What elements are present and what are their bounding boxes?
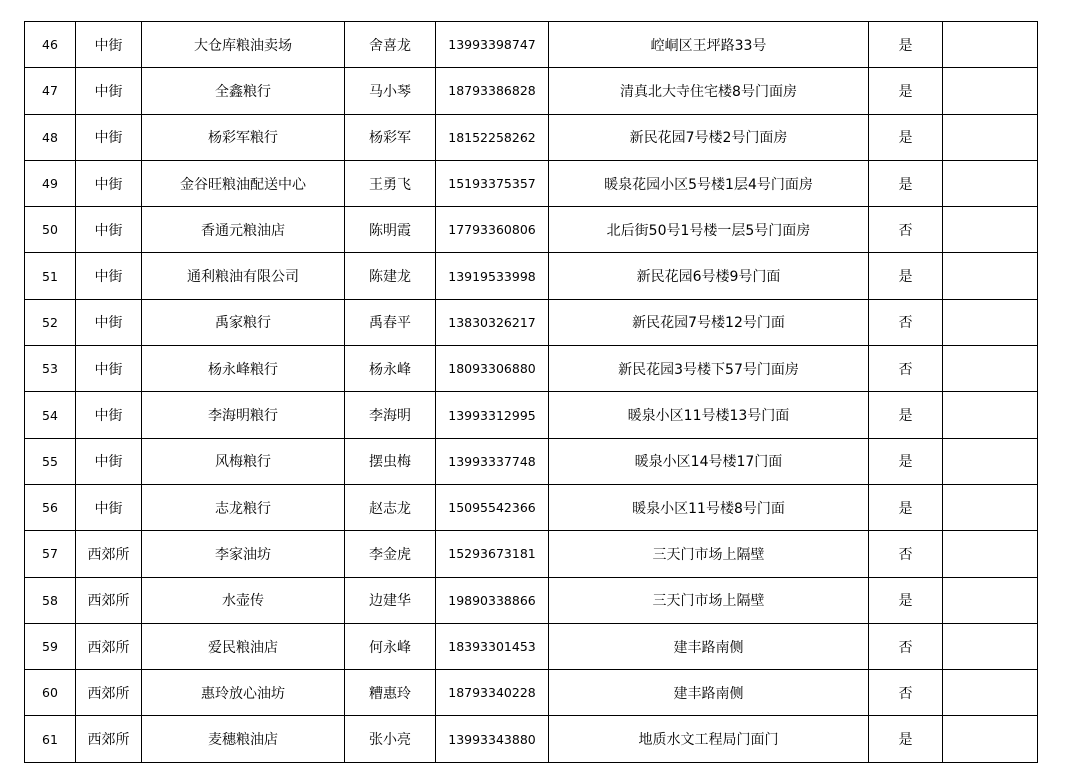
table-row	[25, 623, 1038, 669]
table-row	[25, 670, 1038, 716]
street-office-cell: 西郊所	[76, 716, 142, 762]
phone-number-cell: 19890338866	[436, 577, 549, 623]
phone-number-cell: 18093306880	[436, 346, 549, 392]
address-cell: 暖泉小区11号楼13号门面	[549, 392, 869, 438]
contact-person-cell: 赵志龙	[345, 484, 436, 530]
contact-person-cell: 张小亮	[345, 716, 436, 762]
shop-registry-table	[24, 21, 1038, 763]
yes-no-cell: 是	[869, 114, 943, 160]
address-cell: 新民花园7号楼12号门面	[549, 299, 869, 345]
address-cell: 新民花园7号楼2号门面房	[549, 114, 869, 160]
shop-name-cell: 杨彩军粮行	[142, 114, 345, 160]
contact-person-cell: 马小琴	[345, 68, 436, 114]
table-row	[25, 531, 1038, 577]
phone-number-cell: 13993343880	[436, 716, 549, 762]
yes-no-cell: 否	[869, 207, 943, 253]
remark-cell	[943, 253, 1038, 299]
street-office-cell: 西郊所	[76, 577, 142, 623]
address-cell: 新民花园6号楼9号门面	[549, 253, 869, 299]
yes-no-cell: 是	[869, 577, 943, 623]
remark-cell	[943, 438, 1038, 484]
row-number-cell: 60	[25, 670, 76, 716]
remark-cell	[943, 346, 1038, 392]
table-body	[25, 22, 1038, 763]
table-row	[25, 438, 1038, 484]
street-office-cell: 中街	[76, 346, 142, 392]
remark-cell	[943, 299, 1038, 345]
row-number-cell: 49	[25, 160, 76, 206]
remark-cell	[943, 670, 1038, 716]
table-row	[25, 392, 1038, 438]
phone-number-cell: 13993312995	[436, 392, 549, 438]
table-row	[25, 484, 1038, 530]
address-cell: 崆峒区王坪路33号	[549, 22, 869, 68]
shop-name-cell: 香通元粮油店	[142, 207, 345, 253]
table-row	[25, 299, 1038, 345]
table-row	[25, 160, 1038, 206]
yes-no-cell: 否	[869, 346, 943, 392]
table-row	[25, 253, 1038, 299]
remark-cell	[943, 22, 1038, 68]
shop-name-cell: 金谷旺粮油配送中心	[142, 160, 345, 206]
yes-no-cell: 是	[869, 392, 943, 438]
street-office-cell: 中街	[76, 253, 142, 299]
shop-name-cell: 大仓库粮油卖场	[142, 22, 345, 68]
contact-person-cell: 陈建龙	[345, 253, 436, 299]
address-cell: 建丰路南侧	[549, 623, 869, 669]
row-number-cell: 52	[25, 299, 76, 345]
table-row	[25, 346, 1038, 392]
address-cell: 暖泉花园小区5号楼1层4号门面房	[549, 160, 869, 206]
remark-cell	[943, 114, 1038, 160]
street-office-cell: 西郊所	[76, 670, 142, 716]
table-row	[25, 577, 1038, 623]
shop-name-cell: 志龙粮行	[142, 484, 345, 530]
shop-name-cell: 惠玲放心油坊	[142, 670, 345, 716]
table-row	[25, 22, 1038, 68]
street-office-cell: 西郊所	[76, 623, 142, 669]
yes-no-cell: 否	[869, 623, 943, 669]
yes-no-cell: 是	[869, 716, 943, 762]
street-office-cell: 中街	[76, 299, 142, 345]
phone-number-cell: 18393301453	[436, 623, 549, 669]
street-office-cell: 中街	[76, 160, 142, 206]
remark-cell	[943, 484, 1038, 530]
yes-no-cell: 是	[869, 160, 943, 206]
street-office-cell: 中街	[76, 68, 142, 114]
contact-person-cell: 李金虎	[345, 531, 436, 577]
table-row	[25, 68, 1038, 114]
contact-person-cell: 杨永峰	[345, 346, 436, 392]
contact-person-cell: 王勇飞	[345, 160, 436, 206]
contact-person-cell: 边建华	[345, 577, 436, 623]
shop-name-cell: 通利粮油有限公司	[142, 253, 345, 299]
row-number-cell: 57	[25, 531, 76, 577]
street-office-cell: 中街	[76, 207, 142, 253]
yes-no-cell: 是	[869, 253, 943, 299]
contact-person-cell: 陈明霞	[345, 207, 436, 253]
row-number-cell: 58	[25, 577, 76, 623]
row-number-cell: 53	[25, 346, 76, 392]
row-number-cell: 54	[25, 392, 76, 438]
phone-number-cell: 13993337748	[436, 438, 549, 484]
address-cell: 地质水文工程局门面门	[549, 716, 869, 762]
address-cell: 三天门市场上隔壁	[549, 577, 869, 623]
address-cell: 三天门市场上隔壁	[549, 531, 869, 577]
yes-no-cell: 是	[869, 22, 943, 68]
address-cell: 清真北大寺住宅楼8号门面房	[549, 68, 869, 114]
contact-person-cell: 舍喜龙	[345, 22, 436, 68]
shop-name-cell: 杨永峰粮行	[142, 346, 345, 392]
shop-name-cell: 禹家粮行	[142, 299, 345, 345]
phone-number-cell: 15095542366	[436, 484, 549, 530]
remark-cell	[943, 577, 1038, 623]
contact-person-cell: 何永峰	[345, 623, 436, 669]
shop-name-cell: 李家油坊	[142, 531, 345, 577]
yes-no-cell: 是	[869, 68, 943, 114]
table-row	[25, 207, 1038, 253]
shop-name-cell: 爱民粮油店	[142, 623, 345, 669]
remark-cell	[943, 392, 1038, 438]
row-number-cell: 56	[25, 484, 76, 530]
street-office-cell: 中街	[76, 438, 142, 484]
remark-cell	[943, 623, 1038, 669]
row-number-cell: 48	[25, 114, 76, 160]
phone-number-cell: 18152258262	[436, 114, 549, 160]
street-office-cell: 中街	[76, 114, 142, 160]
address-cell: 暖泉小区11号楼8号门面	[549, 484, 869, 530]
contact-person-cell: 李海明	[345, 392, 436, 438]
phone-number-cell: 13919533998	[436, 253, 549, 299]
address-cell: 建丰路南侧	[549, 670, 869, 716]
street-office-cell: 西郊所	[76, 531, 142, 577]
phone-number-cell: 13993398747	[436, 22, 549, 68]
address-cell: 暖泉小区14号楼17门面	[549, 438, 869, 484]
row-number-cell: 46	[25, 22, 76, 68]
phone-number-cell: 17793360806	[436, 207, 549, 253]
contact-person-cell: 糟惠玲	[345, 670, 436, 716]
row-number-cell: 55	[25, 438, 76, 484]
phone-number-cell: 18793340228	[436, 670, 549, 716]
table-row	[25, 114, 1038, 160]
remark-cell	[943, 531, 1038, 577]
street-office-cell: 中街	[76, 484, 142, 530]
row-number-cell: 61	[25, 716, 76, 762]
row-number-cell: 50	[25, 207, 76, 253]
shop-name-cell: 李海明粮行	[142, 392, 345, 438]
address-cell: 新民花园3号楼下57号门面房	[549, 346, 869, 392]
yes-no-cell: 否	[869, 299, 943, 345]
street-office-cell: 中街	[76, 392, 142, 438]
remark-cell	[943, 716, 1038, 762]
phone-number-cell: 18793386828	[436, 68, 549, 114]
shop-name-cell: 全鑫粮行	[142, 68, 345, 114]
yes-no-cell: 是	[869, 484, 943, 530]
contact-person-cell: 禹春平	[345, 299, 436, 345]
row-number-cell: 59	[25, 623, 76, 669]
shop-name-cell: 麦穗粮油店	[142, 716, 345, 762]
row-number-cell: 51	[25, 253, 76, 299]
yes-no-cell: 否	[869, 670, 943, 716]
contact-person-cell: 杨彩军	[345, 114, 436, 160]
phone-number-cell: 13830326217	[436, 299, 549, 345]
remark-cell	[943, 207, 1038, 253]
remark-cell	[943, 160, 1038, 206]
contact-person-cell: 摆虫梅	[345, 438, 436, 484]
address-cell: 北后街50号1号楼一层5号门面房	[549, 207, 869, 253]
shop-name-cell: 水壶传	[142, 577, 345, 623]
row-number-cell: 47	[25, 68, 76, 114]
phone-number-cell: 15293673181	[436, 531, 549, 577]
table-row	[25, 716, 1038, 762]
shop-name-cell: 风梅粮行	[142, 438, 345, 484]
yes-no-cell: 否	[869, 531, 943, 577]
remark-cell	[943, 68, 1038, 114]
yes-no-cell: 是	[869, 438, 943, 484]
phone-number-cell: 15193375357	[436, 160, 549, 206]
street-office-cell: 中街	[76, 22, 142, 68]
